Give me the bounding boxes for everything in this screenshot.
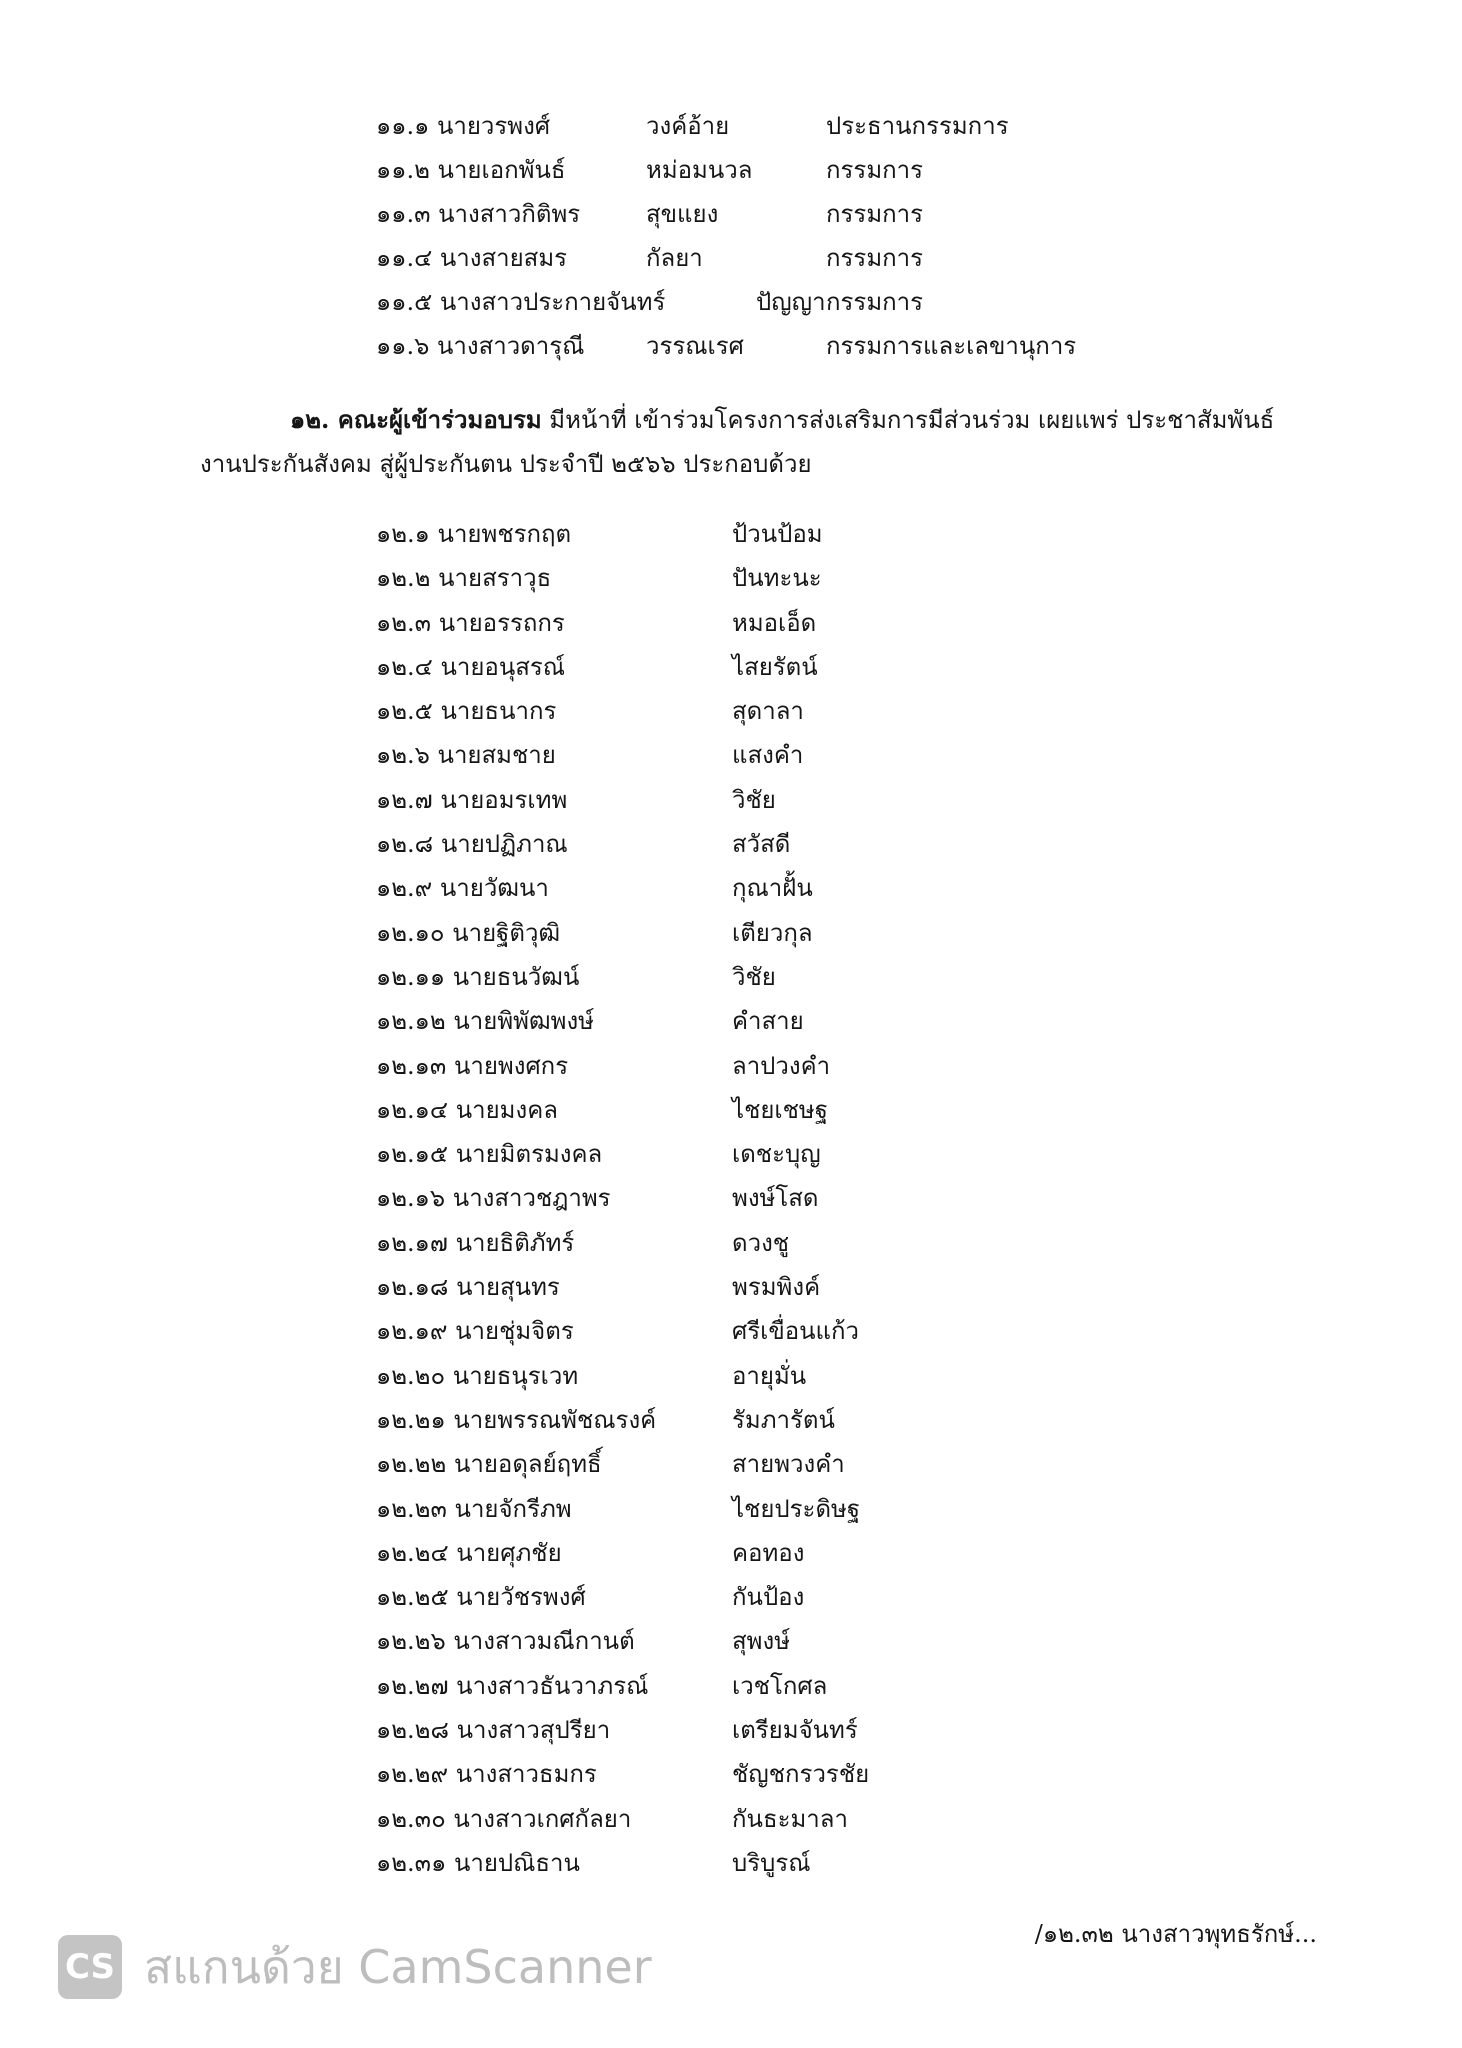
participant-name: ๑๒.๒๐ นายธนุรเวท — [376, 1361, 579, 1390]
participant-name: ๑๒.๑๖ นางสาวชฎาพร — [376, 1184, 611, 1213]
section-12-paragraph — [200, 398, 1320, 486]
participant-surname: รัมภารัตน์ — [732, 1405, 835, 1434]
member-role: กรรมการ — [826, 200, 924, 228]
section-12-description: มีหน้าที่ เข้าร่วมโครงการส่งเสริมการมีส่วนร่วม เผยแพร่ ประชาสัมพันธ์ — [541, 406, 1275, 434]
participant-name: ๑๒.๒๘ นางสาวสุปรียา — [376, 1716, 611, 1745]
participant-name: ๑๒.๑๙ นายชุ่มจิตร — [376, 1317, 574, 1346]
participant-surname: ไสยรัตน์ — [732, 652, 818, 681]
participant-name: ๑๒.๓๐ นางสาวเกศกัลยา — [376, 1804, 632, 1833]
participant-name: ๑๒.๒๗ นางสาวธันวาภรณ์ — [376, 1671, 649, 1700]
section-12-line-1 — [200, 398, 1320, 442]
participant-surname: สายพวงคำ — [732, 1450, 845, 1479]
participant-name: ๑๒.๑๐ นายฐิติวุฒิ — [376, 918, 561, 947]
member-name: ๑๑.๖ นางสาวดารุณี — [376, 332, 585, 360]
member-surname: กัลยา — [646, 244, 703, 272]
participant-name: ๑๒.๙ นายวัฒนา — [376, 874, 549, 903]
member-surname: ปัญญา — [756, 288, 826, 316]
member-name: ๑๑.๒ นายเอกพันธ์ — [376, 156, 566, 184]
participant-surname: เตรียมจันทร์ — [732, 1716, 858, 1745]
member-surname: สุขแยง — [646, 200, 719, 228]
participant-surname: บริบูรณ์ — [732, 1848, 811, 1877]
participant-surname: ไชยเชษฐ — [732, 1095, 828, 1124]
participant-name: ๑๒.๑๒ นายพิพัฒพงษ์ — [376, 1007, 594, 1036]
participant-surname: หมอเอ็ด — [732, 608, 817, 637]
participant-surname: คอทอง — [732, 1538, 805, 1567]
watermark-text: สแกนด้วย CamScanner — [144, 1939, 652, 1994]
participant-name: ๑๒.๒๓ นายจักรีภพ — [376, 1494, 572, 1523]
participant-name: ๑๒.๑๕ นายมิตรมงคล — [376, 1140, 603, 1169]
participant-name: ๑๒.๑๓ นายพงศกร — [376, 1051, 569, 1080]
participant-surname: พงษ์โสด — [732, 1184, 819, 1213]
member-role: กรรมการ — [826, 288, 924, 316]
participant-name: ๑๒.๕ นายธนากร — [376, 697, 557, 726]
participant-surname: แสงคำ — [732, 741, 804, 770]
member-role: ประธานกรรมการ — [826, 112, 1009, 140]
participant-name: ๑๒.๓๑ นายปณิธาน — [376, 1848, 580, 1877]
member-role: กรรมการ — [826, 244, 924, 272]
participant-surname: อายุมั่น — [732, 1361, 807, 1390]
participant-name: ๑๒.๒๑ นายพรรณพัชณรงค์ — [376, 1405, 657, 1434]
member-name: ๑๑.๑ นายวรพงศ์ — [376, 112, 551, 140]
participant-surname: ลาปวงคำ — [732, 1051, 831, 1080]
section-12-heading: ๑๒. คณะผู้เข้าร่วมอบรม — [290, 405, 542, 434]
participant-surname: ชัญชกรวรชัย — [732, 1760, 870, 1789]
participant-name: ๑๒.๓ นายอรรถกร — [376, 608, 565, 637]
participant-name: ๑๒.๒๙ นางสาวธมกร — [376, 1760, 597, 1789]
member-name: ๑๑.๕ นางสาวประกายจันทร์ — [376, 288, 666, 316]
camscanner-logo-icon: CS — [58, 1935, 122, 1999]
participant-surname: ไชยประดิษฐ — [732, 1494, 861, 1523]
member-surname: วงค์อ้าย — [646, 112, 730, 140]
participant-name: ๑๒.๑๗ นายธิติภัทร์ — [376, 1228, 575, 1257]
participant-surname: วิชัย — [732, 962, 776, 991]
participant-surname: คำสาย — [732, 1007, 804, 1036]
member-name: ๑๑.๓ นางสาวกิติพร — [376, 200, 581, 228]
member-name: ๑๑.๔ นางสายสมร — [376, 244, 568, 272]
participant-name: ๑๒.๔ นายอนุสรณ์ — [376, 652, 566, 681]
participant-name: ๑๒.๒๔ นายศุภชัย — [376, 1538, 562, 1567]
continuation-note: /๑๒.๓๒ นางสาวพุทธรักษ์... — [1034, 1920, 1317, 1948]
participant-name: ๑๒.๖ นายสมชาย — [376, 741, 556, 770]
participant-surname: ศรีเขื่อนแก้ว — [732, 1317, 860, 1346]
participant-surname: เดชะบุญ — [732, 1140, 821, 1169]
participant-surname: วิชัย — [732, 785, 776, 814]
section-12-line-2: งานประกันสังคม สู่ผู้ประกันตน ประจำปี ๒๕๖๖ ประกอบด้วย — [200, 450, 812, 478]
camscanner-watermark — [58, 1932, 652, 2002]
participant-surname: สุพงษ์ — [732, 1627, 791, 1656]
participant-name: ๑๒.๘ นายปฏิภาณ — [376, 830, 568, 859]
participant-surname: ดวงชู — [732, 1228, 790, 1257]
participant-surname: กันธะมาลา — [732, 1804, 848, 1833]
participant-name: ๑๒.๒๒ นายอดุลย์ฤทธิ์ — [376, 1450, 602, 1479]
participant-name: ๑๒.๑๔ นายมงคล — [376, 1095, 558, 1124]
participant-surname: เวชโกศล — [732, 1671, 828, 1700]
participant-surname: เตียวกุล — [732, 918, 813, 947]
participant-surname: กันป้อง — [732, 1583, 805, 1612]
participant-surname: ป้วนป้อม — [732, 520, 823, 548]
participant-name: ๑๒.๑ นายพชรกฤต — [376, 520, 572, 548]
member-surname: หม่อมนวล — [646, 156, 753, 184]
member-role: กรรมการและเลขานุการ — [826, 332, 1077, 360]
participant-name: ๑๒.๑๑ นายธนวัฒน์ — [376, 962, 580, 991]
participant-surname: กุณาฝั้น — [732, 874, 813, 903]
member-surname: วรรณเรศ — [646, 332, 744, 360]
participant-name: ๑๒.๒๕ นายวัชรพงศ์ — [376, 1583, 586, 1612]
participant-surname: สุดาลา — [732, 697, 804, 726]
participant-surname: สวัสดี — [732, 830, 791, 859]
participant-name: ๑๒.๗ นายอมรเทพ — [376, 785, 568, 814]
member-role: กรรมการ — [826, 156, 924, 184]
participant-surname: ปันทะนะ — [732, 564, 822, 593]
participant-name: ๑๒.๑๘ นายสุนทร — [376, 1273, 560, 1302]
participant-name: ๑๒.๒ นายสราวุธ — [376, 564, 552, 593]
participant-name: ๑๒.๒๖ นางสาวมณีกานต์ — [376, 1627, 635, 1656]
participant-surname: พรมพิงค์ — [732, 1273, 821, 1302]
